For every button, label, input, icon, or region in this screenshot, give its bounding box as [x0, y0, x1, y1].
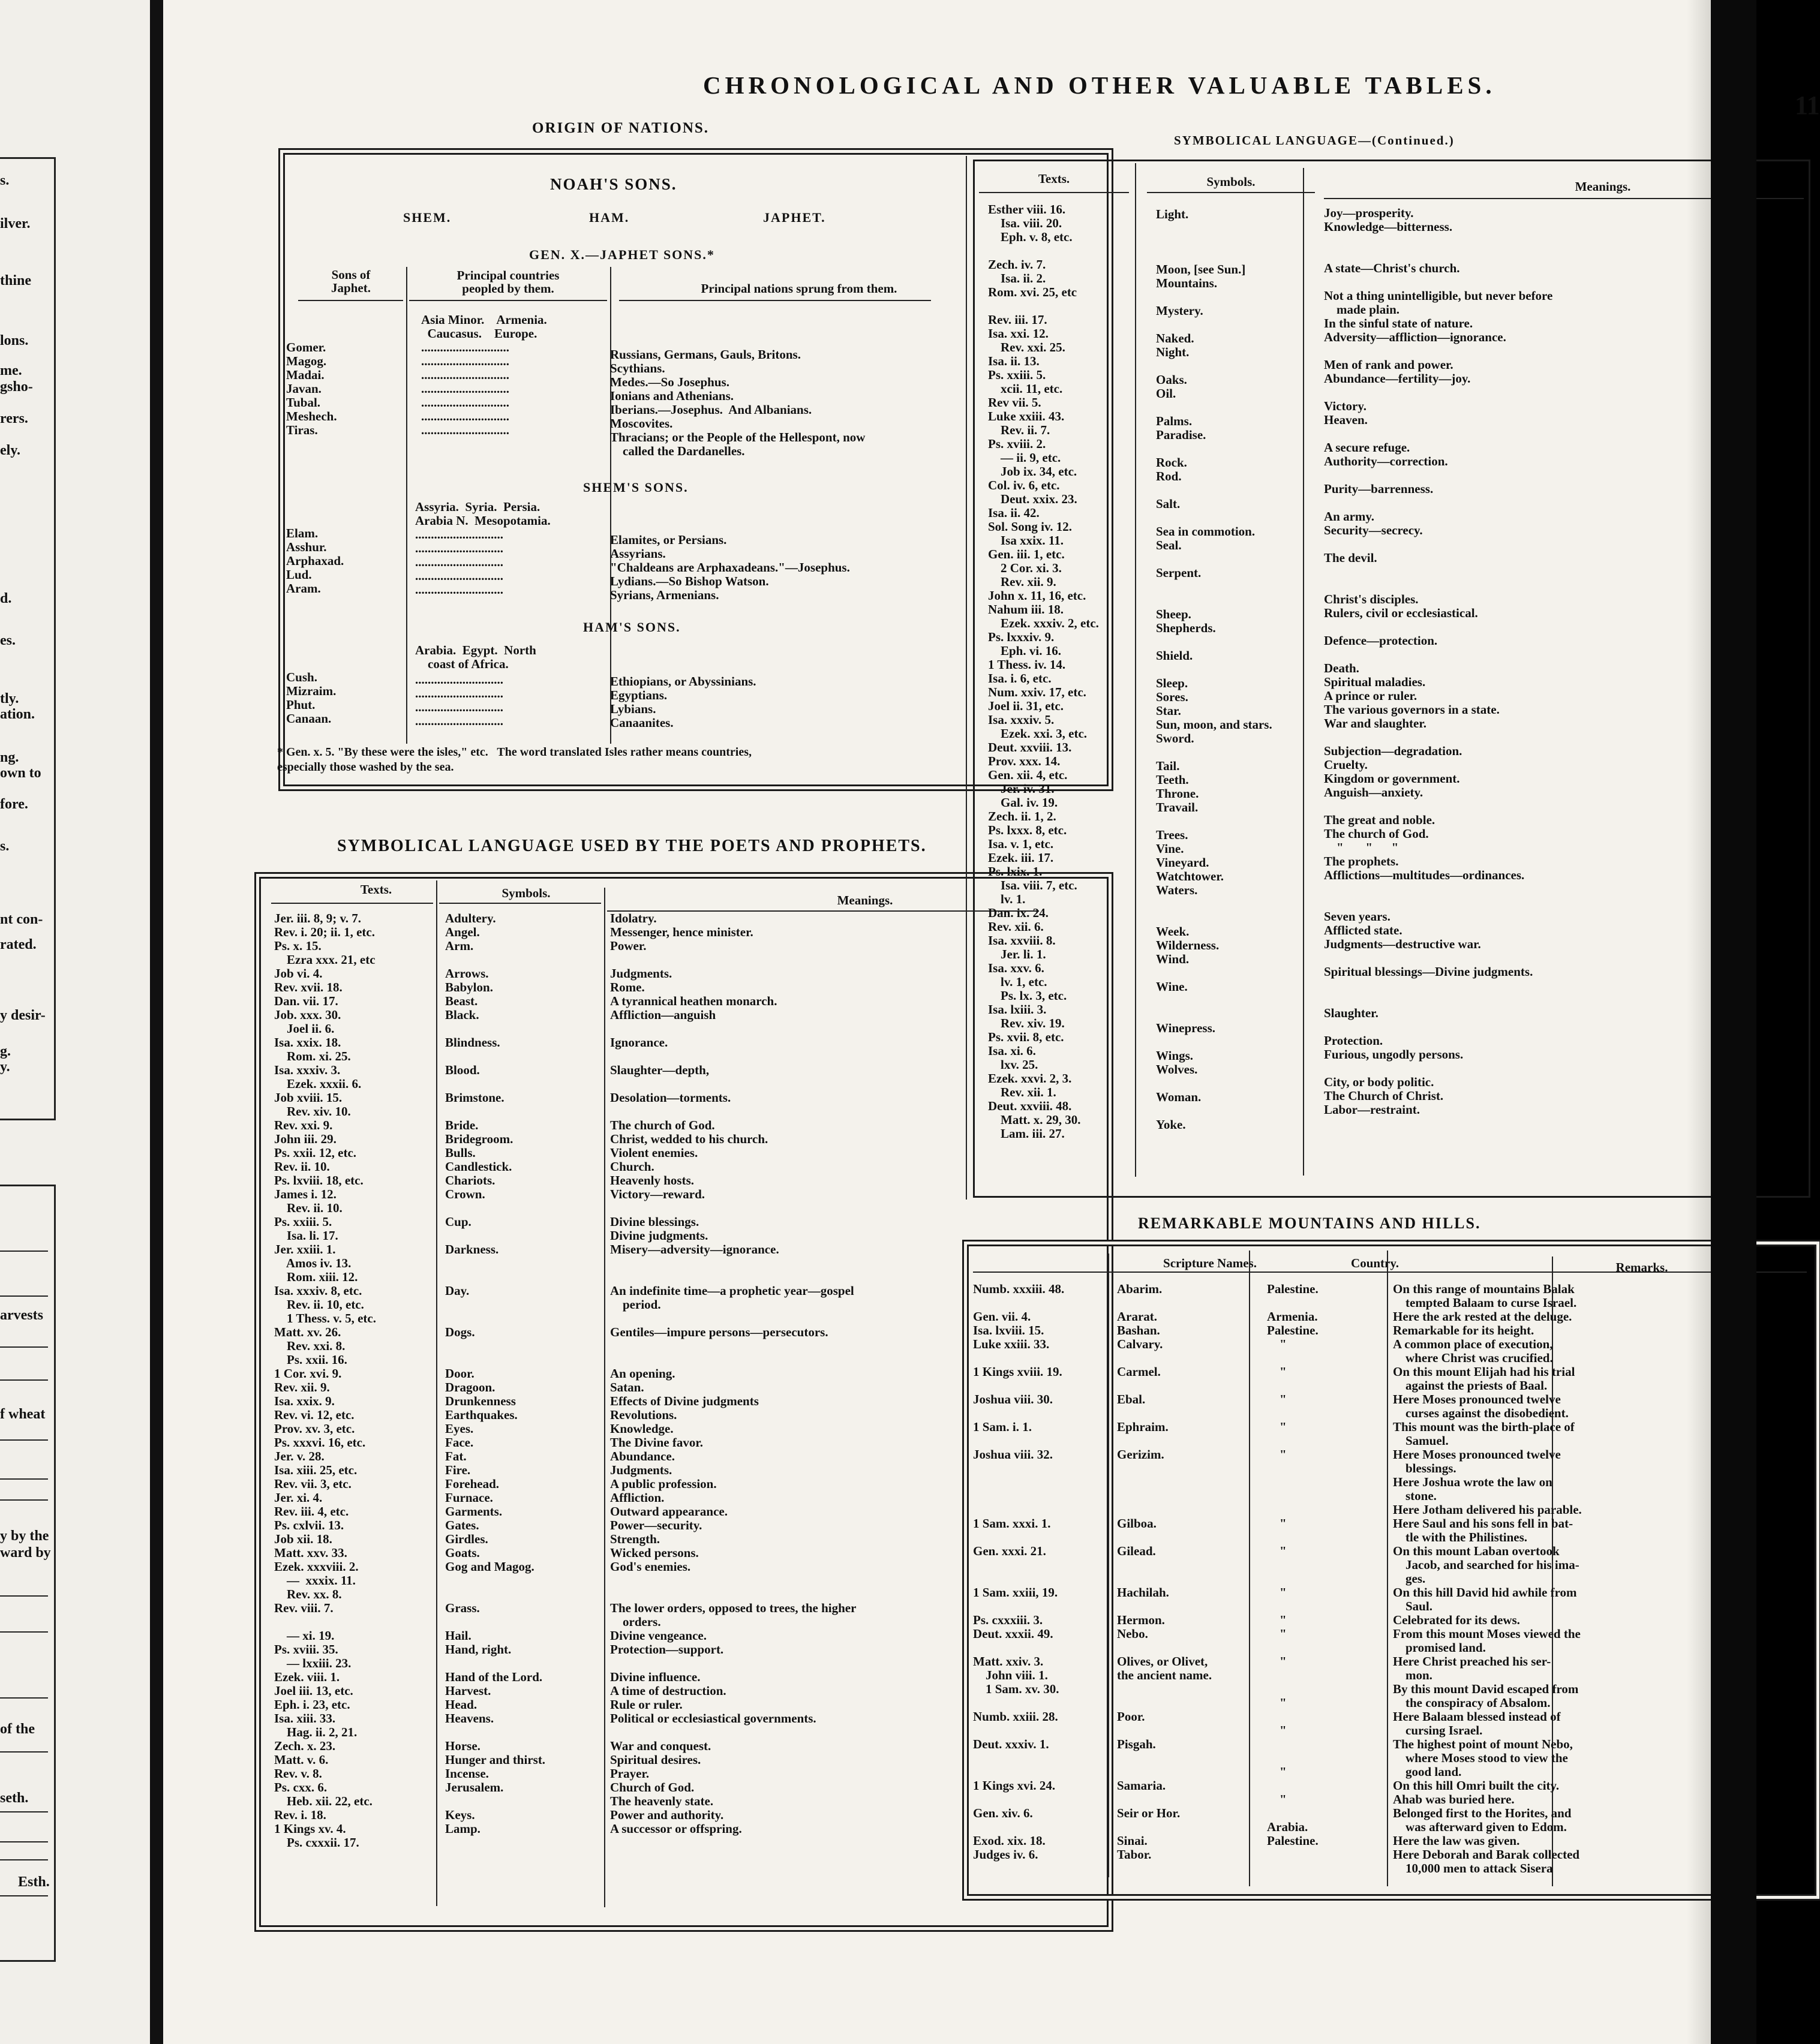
left-frag: f wheat — [0, 1406, 46, 1422]
japhet-regions: Asia Minor. Armenia. Caucasus. Europe. — [421, 312, 547, 341]
sym-header-meanings: Meanings. — [837, 893, 893, 907]
japhet-nation: Thracians; or the People of the Hellespont, now — [610, 430, 866, 444]
mtn-countries: Palestine. Armenia. Palestine. " " " " " " " " " " " " " " " Arabia. Palestine. — [1267, 1282, 1319, 1848]
japhet-nation: Ionians and Athenians. — [610, 389, 734, 403]
gutter — [150, 0, 163, 2044]
footnote-line-2: especially those washed by the sea. — [277, 761, 454, 774]
son-ham: HAM. — [589, 210, 630, 225]
symbolic-cont-title: SYMBOLICAL LANGUAGE—(Continued.) — [1174, 133, 1455, 148]
shem-nation: Syrians, Armenians. — [610, 588, 719, 602]
left-page-table — [0, 1185, 56, 1962]
leader-dots: ............................ — [415, 569, 503, 583]
mtn-remarks: On this range of mountains Balak tempted Balaam to curse Israel. Here the ark rested at the deluge. Remarkable for its height. A common place of execution, where Christ was crucified. On this mount Elijah had his trial against the priests of Baal. Here Moses pronounced twelve curses against the disobedient. This mount was the birth-place of Samuel. Here Moses pronounced twelve blessings. Here Joshua wrote the law on stone. Here Jotham delivered his parable. Here Saul and his sons fell in bat- tle with the Philistines. On this mount Laban overtook Jacob, and searched for his ima- ges. On this hill David hid awhile from Saul. Celebrated for its dews. From this mount Moses viewed the promised land. Here Christ preached his ser- mon. By this mount David escaped from the conspiracy of Absalom. Here Balaam blessed instead of cursing Israel. The highest point of mount Nebo, where Moses stood to view the good land. On this hill Omri built the city. Ahab was buried here. Belonged first to the Horites, and was afterward given to Edom. Here the law was given. Here Deborah and Barak collected 10,000 men to attack Sisera — [1393, 1282, 1582, 1875]
left-frag: Esth. — [18, 1874, 50, 1890]
ham-regions: Arabia. Egypt. North coast of Africa. — [415, 643, 536, 671]
ham-title: HAM'S SONS. — [583, 620, 681, 635]
leader-dots: ............................ — [415, 541, 503, 555]
noah-title: NOAH'S SONS. — [550, 175, 677, 193]
japhet-son-name: Javan. — [286, 381, 322, 396]
sym-symbols: Adultery. Angel. Arm. Arrows. Babylon. Beast. Black. Blindness. Blood. Brimstone. Bride. Bridegroom. Bulls. Candlestick. Chariots. Crown. Cup. Darkness. Day. Dogs. Door. Dragoon. Drunkenness Earthquakes. Eyes. Face. Fat. Fire. Forehead. Furnace. Garments. Gates. Girdles. Goats. Gog and Magog. Grass. Hail. Hand, right. Hand of the Lord. Harvest. Head. Heavens. Horse. Hunger and thirst. Incense. Jerusalem. Keys. Lamp. — [445, 911, 546, 1836]
symbolic-title: SYMBOLICAL LANGUAGE USED BY THE POETS AND PROPHETS. — [337, 837, 927, 855]
leader-dots: ............................ — [421, 381, 509, 396]
shem-nation: Assyrians. — [610, 546, 666, 561]
shem-regions: Assyria. Syria. Persia. Arabia N. Mesopotamia. — [415, 500, 551, 528]
mtn-header-country: Country. — [1351, 1256, 1399, 1270]
left-frag: rated. — [0, 937, 37, 952]
ham-son-name: Canaan. — [286, 711, 332, 726]
left-frag: arvests — [0, 1307, 43, 1323]
left-frag: ilver. — [0, 216, 31, 232]
mtn-header-remarks: Remarks. — [1615, 1260, 1668, 1275]
left-frag: fore. — [0, 796, 28, 812]
japhet-nations — [610, 348, 865, 458]
cont-symbols: Light. Moon, [see Sun.] Mountains. Mystery. Naked. Night. Oaks. Oil. Palms. Paradise. Rock. Rod. Salt. Sea in commotion. Seal. Serpent. Sheep. Shepherds. Shield. Sleep. Sores. Star. Sun, moon, and stars. Sword. Tail. Teeth. Throne. Travail. Trees. Vine. Vineyard. Watchtower. Waters. Week. Wilderness. Wind. Wine. Winepress. Wings. Wolves. Woman. Yoke. — [1156, 207, 1272, 1132]
left-frag: d. — [0, 591, 12, 606]
col-header-countries: Principal countries peopled by them. — [456, 268, 560, 296]
ham-son-name: Cush. — [286, 670, 317, 684]
japhet-dots — [421, 341, 509, 437]
leader-dots: ............................ — [415, 700, 503, 714]
leader-dots: ............................ — [415, 672, 503, 687]
sym-header-texts: Texts. — [360, 882, 392, 897]
ham-nation: Lybians. — [610, 702, 656, 716]
shem-son-name: Lud. — [286, 567, 312, 582]
shem-names — [286, 527, 344, 596]
japhet-son-name: Meshech. — [286, 409, 337, 423]
shem-nation: Lydians.—So Bishop Watson. — [610, 574, 769, 588]
mountains-title: REMARKABLE MOUNTAINS AND HILLS. — [1138, 1215, 1481, 1232]
left-frag: of the — [0, 1721, 35, 1737]
ham-nation: Ethiopians, or Abyssinians. — [610, 674, 756, 689]
left-frag: tly. — [0, 691, 19, 707]
left-frag: ation. — [0, 707, 35, 722]
shem-son-name: Elam. — [286, 526, 319, 540]
col-header-nations: Principal nations sprung from them. — [701, 281, 897, 296]
ham-nation: Canaanites. — [610, 716, 674, 730]
japhet-title: GEN. X.—JAPHET SONS.* — [529, 247, 715, 262]
japhet-nation: Russians, Germans, Gauls, Britons. — [610, 347, 801, 362]
ham-son-name: Phut. — [286, 698, 316, 712]
left-frag: g. — [0, 1044, 11, 1059]
japhet-nation: Iberians.—Josephus. And Albanians. — [610, 402, 812, 417]
ham-dots — [415, 673, 503, 728]
leader-dots: ............................ — [415, 686, 503, 701]
sym-header-symbols: Symbols. — [501, 886, 551, 900]
japhet-nation: Moscovites. — [610, 416, 673, 431]
shem-nations — [610, 533, 850, 602]
leader-dots: ............................ — [421, 423, 509, 437]
cont-header-meanings: Meanings. — [1575, 179, 1631, 194]
ham-nations — [610, 675, 756, 730]
left-frag: y by the — [0, 1528, 49, 1544]
left-frag: lons. — [0, 333, 29, 348]
footnote-line-1: * Gen. x. 5. "By these were the isles," etc. The word translated Isles rather means countries, — [277, 746, 752, 759]
left-frag: y desir- — [0, 1008, 46, 1023]
left-frag: s. — [0, 838, 10, 854]
origin-title: ORIGIN OF NATIONS. — [532, 120, 710, 136]
sym-meanings: Idolatry. Messenger, hence minister. Power. Judgments. Rome. A tyrannical heathen monarch. Affliction—anguish Ignorance. Slaughter—depth, Desolation—torments. The church of God. Christ, wedded to his church. Violent enemies. Church. Heavenly hosts. Victory—reward. Divine blessings. Divine judgments. Misery—adversity—ignorance. An indefinite time—a prophetic year—gospel period. Gentiles—impure persons—persecutors. An opening. Satan. Effects of Divine judgments Revolutions. Knowledge. The Divine favor. Abundance. Judgments. A public profession. Affliction. Outward appearance. Power—security. Strength. Wicked persons. God's enemies. The lower orders, opposed to trees, the higher orders. Divine vengeance. Protection—support. Divine influence. A time of destruction. Rule or ruler. Political or ecclesiastical governments. War and conquest. Spiritual desires. Prayer. Church of God. The heavenly state. Power and authority. A successor or offspring. — [610, 911, 857, 1836]
japhet-names — [286, 341, 337, 437]
left-frag: nt con- — [0, 912, 43, 927]
shem-title: SHEM'S SONS. — [583, 480, 689, 495]
col-header-sons: Sons of Japhet. — [331, 267, 371, 295]
son-japhet: JAPHET. — [763, 210, 826, 225]
sym-texts: Jer. iii. 8, 9; v. 7. Rev. i. 20; ii. 1, etc. Ps. x. 15. Ezra xxx. 21, etc Job vi. 4. Rev. xvii. 18. Dan. vii. 17. Job. xxx. 30. Joel ii. 6. Isa. xxix. 18. Rom. xi. 25. Isa. xxxiv. 3. Ezek. xxxii. 6. Job xviii. 15. Rev. xiv. 10. Rev. xxi. 9. John iii. 29. Ps. xxii. 12, etc. Rev. ii. 10. Ps. lxviii. 18, etc. James i. 12. Rev. ii. 10. Ps. xxiii. 5. Isa. li. 17. Jer. xxiii. 1. Amos iv. 13. Rom. xiii. 12. Isa. xxxiv. 8, etc. Rev. ii. 10, etc. 1 Thess. v. 5, etc. Matt. xv. 26. Rev. xxi. 8. Ps. xxii. 16. 1 Cor. xvi. 9. Rev. xii. 9. Isa. xxix. 9. Rev. vi. 12, etc. Prov. xv. 3, etc. Ps. xxxvi. 16, etc. Jer. v. 28. Isa. xiii. 25, etc. Rev. vii. 3, etc. Jer. xi. 4. Rev. iii. 4, etc. Ps. cxlvii. 13. Job xii. 18. Matt. xxv. 33. Ezek. xxxviii. 2. — xxxix. 11. Rev. xx. 8. Rev. viii. 7. — xi. 19. Ps. xviii. 35. — lxxiii. 23. Ezek. viii. 1. Joel iii. 13, etc. Eph. i. 23, etc. Isa. xiii. 33. Hag. ii. 2, 21. Zech. x. 23. Matt. v. 6. Rev. v. 8. Ps. cxx. 6. Heb. xii. 22, etc. Rev. i. 18. 1 Kings xv. 4. Ps. cxxxii. 17. — [274, 911, 376, 1850]
son-shem: SHEM. — [403, 210, 452, 225]
cont-texts: Esther viii. 16. Isa. viii. 20. Eph. v. 8, etc. Zech. iv. 7. Isa. ii. 2. Rom. xvi. 25, etc Rev. iii. 17. Isa. xxi. 12. Rev. xxi. 25. Isa. ii. 13. Ps. xxiii. 5. xcii. 11, etc. Rev vii. 5. Luke xxiii. 43. Rev. ii. 7. Ps. xviii. 2. — ii. 9, etc. Job ix. 34, etc. Col. iv. 6, etc. Deut. xxix. 23. Isa. ii. 42. Sol. Song iv. 12. Isa xxix. 11. Gen. iii. 1, etc. 2 Cor. xi. 3. Rev. xii. 9. John x. 11, 16, etc. Nahum iii. 18. Ezek. xxxiv. 2, etc. Ps. lxxxiv. 9. Eph. vi. 16. 1 Thess. iv. 14. Isa. i. 6, etc. Num. xxiv. 17, etc. Joel ii. 31, etc. Isa. xxxiv. 5. Ezek. xxi. 3, etc. Deut. xxviii. 13. Prov. xxx. 14. Gen. xii. 4, etc. Jer. iv. 31. Gal. iv. 19. Zech. ii. 1, 2. Ps. lxxx. 8, etc. Isa. v. 1, etc. Ezek. iii. 17. Ps. lxix. 1. Isa. viii. 7, etc. lv. 1. Dan. ix. 24. Rev. xii. 6. Isa. xxviii. 8. Jer. li. 1. Isa. xxv. 6. lv. 1, etc. Ps. lx. 3, etc. Isa. lxiii. 3. Rev. xiv. 19. Ps. xvii. 8, etc. Isa. xi. 6. lxv. 25. Ezek. xxvi. 2, 3. Rev. xii. 1. Deut. xxviii. 48. Matt. x. 29, 30. Lam. iii. 27. — [988, 202, 1099, 1141]
mtn-names: Abarim. Ararat. Bashan. Calvary. Carmel. Ebal. Ephraim. Gerizim. Gilboa. Gilead. Hachilah. Hermon. Nebo. Olives, or Olivet, the ancient name. Poor. Pisgah. Samaria. Seir or Hor. Sinai. Tabor. — [1117, 1282, 1212, 1862]
leader-dots: ............................ — [415, 527, 503, 542]
japhet-son-name: Tubal. — [286, 395, 321, 410]
leader-dots: ............................ — [421, 354, 509, 368]
left-frag: ely. — [0, 443, 20, 458]
left-frag: s. — [0, 173, 10, 188]
leader-dots: ............................ — [421, 368, 509, 382]
left-frag: es. — [0, 633, 16, 648]
left-frag: gsho- — [0, 379, 33, 395]
left-frag: rers. — [0, 411, 28, 426]
mtn-texts: Numb. xxxiii. 48. Gen. vii. 4. Isa. lxviii. 15. Luke xxiii. 33. 1 Kings xviii. 19. Joshua viii. 30. 1 Sam. i. 1. Joshua viii. 32. 1 Sam. xxxi. 1. Gen. xxxi. 21. 1 Sam. xxiii, 19. Ps. cxxxiii. 3. Deut. xxxii. 49. Matt. xxiv. 3. John viii. 1. 1 Sam. xv. 30. Numb. xxiii. 28. Deut. xxxiv. 1. 1 Kings xvi. 24. Gen. xiv. 6. Exod. xix. 18. Judges iv. 6. — [973, 1282, 1065, 1862]
japhet-son-name: Gomer. — [286, 340, 326, 354]
book-edge — [1711, 0, 1756, 2044]
left-frag: y. — [0, 1059, 10, 1075]
ham-nation: Egyptians. — [610, 688, 668, 702]
leader-dots: ............................ — [421, 395, 509, 410]
leader-dots: ............................ — [415, 555, 503, 569]
cont-meanings: Joy—prosperity. Knowledge—bitterness. A state—Christ's church. Not a thing unintelligible, but never before made plain. In the sinful state of nature. Adversity—affliction—ignorance. Men of rank and power. Abundance—fertility—joy. Victory. Heaven. A secure refuge. Authority—correction. Purity—barrenness. An army. Security—secrecy. The devil. Christ's disciples. Rulers, civil or ecclesiastical. Defence—protection. Death. Spiritual maladies. A prince or ruler. The various governors in a state. War and slaughter. Subjection—degradation. Cruelty. Kingdom or government. Anguish—anxiety. The great and noble. The church of God. " " " The prophets. Afflictions—multitudes—ordinances. Seven years. Afflicted state. Judgments—destructive war. Spiritual blessings—Divine judgments. Slaughter. Protection. Furious, ungodly persons. City, or body politic. The Church of Christ. Labor—restraint. — [1324, 206, 1553, 1117]
leader-dots: ............................ — [415, 582, 503, 597]
page-number: 11 — [1795, 91, 1820, 120]
cont-header-symbols: Symbols. — [1206, 175, 1256, 189]
japhet-son-name: Madai. — [286, 368, 325, 382]
shem-dots — [415, 528, 503, 597]
left-frag: ward by — [0, 1545, 51, 1561]
mtn-header-names: Scripture Names. — [1163, 1256, 1257, 1270]
japhet-nation: called the Dardanelles. — [610, 444, 745, 458]
left-frag: own to — [0, 765, 41, 781]
japhet-son-name: Tiras. — [286, 423, 318, 437]
left-frag: ng. — [0, 750, 19, 765]
left-frag: seth. — [0, 1790, 29, 1806]
left-frag: me. — [0, 363, 22, 378]
leader-dots: ............................ — [415, 714, 503, 728]
shem-nation: Elamites, or Persians. — [610, 533, 727, 547]
japhet-nation: Medes.—So Josephus. — [610, 375, 729, 389]
running-head: CHRONOLOGICAL AND OTHER VALUABLE TABLES. — [703, 71, 1496, 99]
shem-nation: "Chaldeans are Arphaxadeans."—Josephus. — [610, 560, 850, 575]
page — [163, 0, 1820, 2044]
japhet-son-name: Magog. — [286, 354, 327, 368]
ham-names — [286, 671, 336, 726]
shem-son-name: Asshur. — [286, 540, 327, 554]
japhet-nation: Scythians. — [610, 361, 665, 375]
cont-header-texts: Texts. — [1038, 172, 1070, 186]
leader-dots: ............................ — [421, 409, 509, 423]
left-page-fragment — [0, 0, 150, 2044]
shem-son-name: Arphaxad. — [286, 554, 344, 568]
ham-son-name: Mizraim. — [286, 684, 337, 698]
shem-son-name: Aram. — [286, 581, 321, 596]
leader-dots: ............................ — [421, 340, 509, 354]
left-frag: thine — [0, 273, 32, 288]
mountains-frame — [967, 1245, 1816, 1896]
